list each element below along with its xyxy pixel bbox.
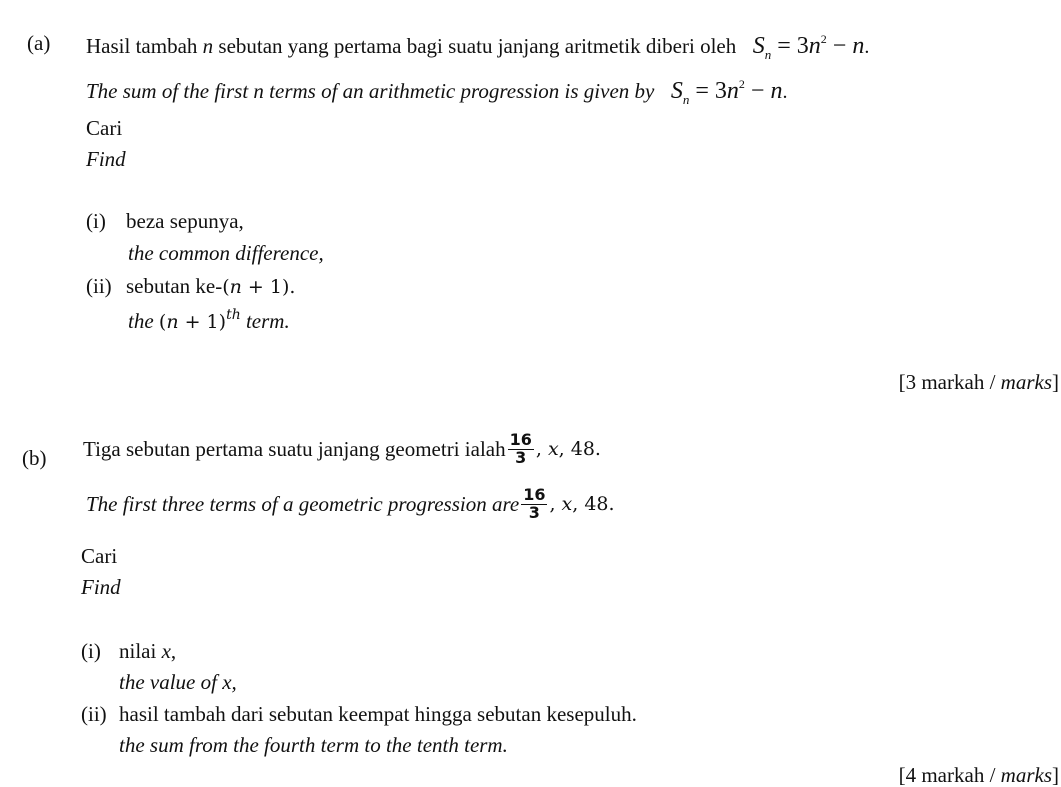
part-a-malay-statement: Hasil tambah n sebutan yang pertama bagi suatu janjang aritmetik diberi oleh $S_n = 3n^2 - n$. (86, 32, 870, 62)
part-a-formula: $S_n = 3n^2 - n$. (752, 32, 870, 62)
part-a-label: (a) (27, 31, 51, 55)
part-b-fraction-english: $\frac{16}{3}$ (523, 485, 546, 522)
part-b-english-statement: The first three terms of a geometric progression are $\frac{16}{3}$ , 𝑥, 48. (86, 485, 615, 522)
part-a-marks: [3 markah / marks] (898, 370, 1059, 394)
part-b-fraction: $\frac{16}{3}$ (509, 430, 532, 467)
part-a-item-i-malay: beza sepunya, (126, 209, 244, 233)
part-b-item-i-number: (i) (81, 639, 101, 663)
part-b-item-i-english: the value of x, (119, 670, 237, 694)
part-a-item-ii-malay: sebutan ke-(𝑛 + 1). (126, 274, 296, 298)
part-a-formula-english: $S_n = 3n^2 - n$. (670, 77, 788, 107)
part-a-item-ii-english: the (𝑛 + 1)$^{𝑡ℎ}$ term. (128, 307, 290, 333)
part-a-english-statement: The sum of the first n terms of an arithmetic progression is given by $S_n = 3n^2 - n$. (86, 77, 788, 107)
part-b-find: Find (81, 575, 121, 599)
part-b-cari: Cari (81, 544, 118, 568)
part-b-item-i-malay: nilai x, (119, 639, 177, 663)
part-b-item-ii-english: the sum from the fourth term to the tenth term. (119, 733, 508, 757)
part-b-item-ii-malay: hasil tambah dari sebutan keempat hingga sebutan kesepuluh. (119, 702, 637, 726)
part-b-item-ii-number: (ii) (81, 702, 107, 726)
part-a-item-i-english: the common difference, (128, 241, 324, 265)
part-b-malay-statement: Tiga sebutan pertama suatu janjang geometri ialah $\frac{16}{3}$ , 𝑥, 48. (83, 430, 601, 467)
part-a-item-ii-number: (ii) (86, 274, 112, 298)
part-a-find: Find (86, 147, 126, 171)
part-a-cari: Cari (86, 116, 123, 140)
part-a-item-i-number: (i) (86, 209, 106, 233)
part-b-marks: [4 markah / marks] (898, 763, 1059, 787)
part-b-label: (b) (22, 446, 47, 470)
